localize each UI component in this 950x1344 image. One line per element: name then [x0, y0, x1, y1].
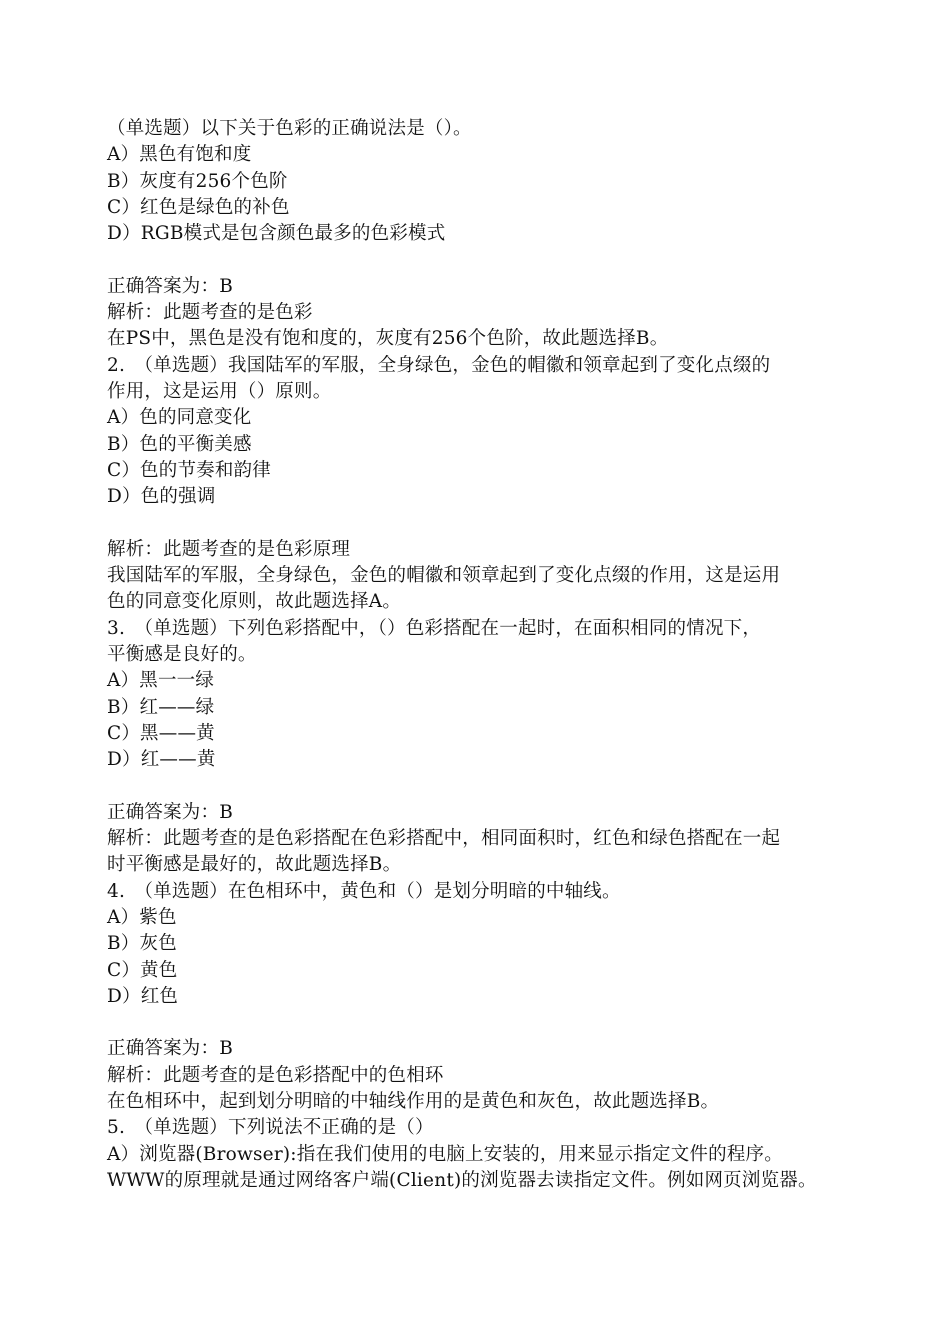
option-a-cont: WWW的原理就是通过网络客户端(Client)的浏览器去读指定文件。例如网页浏览器。 — [107, 1169, 817, 1191]
question-5 — [107, 1115, 847, 1194]
analysis-line: 解析：此题考查的是色彩 — [107, 302, 313, 324]
option-d: D）色的强调 — [107, 486, 216, 508]
document-page — [107, 116, 847, 1194]
question-stem: 2. （单选题）我国陆军的军服，全身绿色，金色的帽徽和领章起到了变化点缀的 — [107, 354, 771, 376]
question-stem: （单选题）以下关于色彩的正确说法是（）。 — [107, 118, 472, 139]
question-stem-cont: 平衡感是良好的。 — [107, 643, 257, 665]
option-b: B）灰色 — [107, 933, 177, 955]
correct-answer: 正确答案为：B — [107, 1038, 233, 1060]
option-b: B）红——绿 — [107, 696, 215, 718]
analysis-line: 我国陆军的军服，全身绿色，金色的帽徽和领章起到了变化点缀的作用，这是运用 — [107, 565, 781, 587]
question-3 — [107, 616, 847, 879]
correct-answer: 正确答案为：B — [107, 801, 233, 823]
option-c: C）黄色 — [107, 959, 178, 981]
correct-answer: 正确答案为：B — [107, 275, 233, 297]
option-d: D）红——黄 — [107, 749, 216, 771]
option-a: A）色的同意变化 — [107, 407, 252, 429]
analysis-line: 解析：此题考查的是色彩搭配中的色相环 — [107, 1064, 444, 1086]
option-a: A）黑色有饱和度 — [107, 144, 252, 166]
analysis-line: 解析：此题考查的是色彩原理 — [107, 538, 351, 560]
analysis-line: 在PS中，黑色是没有饱和度的，灰度有256个色阶，故此题选择B。 — [107, 328, 669, 350]
option-b: B）灰度有256个色阶 — [107, 170, 288, 192]
option-a: A）紫色 — [107, 906, 177, 928]
analysis-line: 时平衡感是最好的，故此题选择B。 — [107, 854, 402, 876]
option-a: A）黑一一绿 — [107, 670, 215, 692]
analysis-line: 解析：此题考查的是色彩搭配在色彩搭配中，相同面积时，红色和绿色搭配在一起 — [107, 828, 781, 850]
question-stem-cont: 作用，这是运用（）原则。 — [107, 380, 332, 402]
option-d: D）红色 — [107, 985, 179, 1007]
question-2 — [107, 353, 847, 616]
question-4 — [107, 879, 847, 1116]
option-c: C）黑——黄 — [107, 722, 215, 744]
option-a: A）浏览器(Browser):指在我们使用的电脑上安装的，用来显示指定文件的程序。 — [107, 1143, 783, 1165]
option-c: C）红色是绿色的补色 — [107, 196, 290, 218]
spacer — [107, 247, 847, 273]
analysis-line: 在色相环中，起到划分明暗的中轴线作用的是黄色和灰色，故此题选择B。 — [107, 1090, 720, 1112]
option-c: C）色的节奏和韵律 — [107, 459, 271, 481]
question-1 — [107, 116, 847, 353]
spacer — [107, 773, 847, 799]
analysis-line: 色的同意变化原则，故此题选择A。 — [107, 591, 402, 613]
option-b: B）色的平衡美感 — [107, 433, 252, 455]
option-d: D）RGB模式是包含颜色最多的色彩模式 — [107, 223, 446, 245]
spacer — [107, 510, 847, 536]
question-stem: 5. （单选题）下列说法不正确的是（） — [107, 1117, 434, 1139]
spacer — [107, 1010, 847, 1036]
question-stem: 4. （单选题）在色相环中，黄色和（）是划分明暗的中轴线。 — [107, 880, 621, 902]
question-stem: 3. （单选题）下列色彩搭配中，（）色彩搭配在一起时，在面积相同的情况下， — [107, 617, 762, 639]
